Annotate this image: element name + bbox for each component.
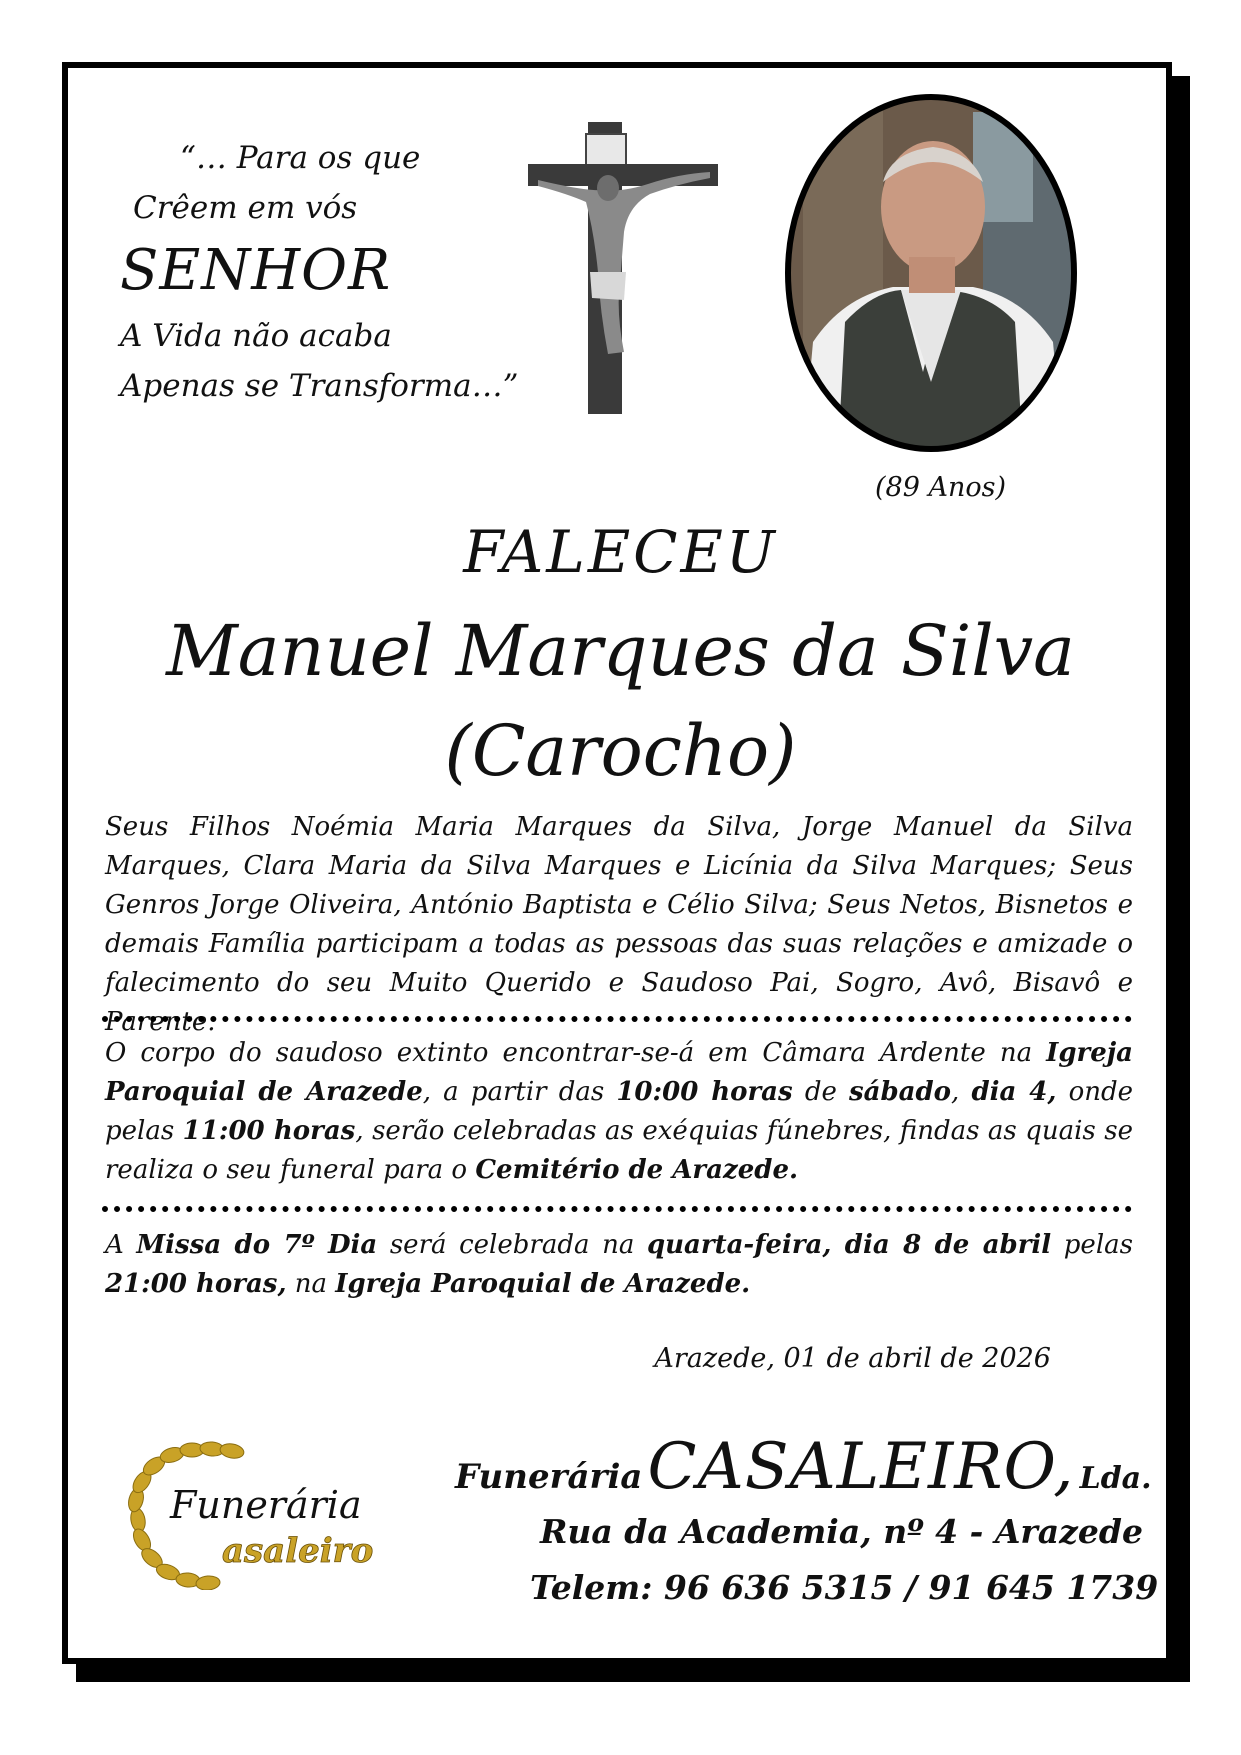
deceased-name: Manuel Marques da Silva — [166, 610, 1075, 692]
mass-paragraph: A Missa do 7º Dia será celebrada na quarta-feira, dia 8 de abril pelas 21:00 horas, na Igreja Paroquial de Arazede. — [105, 1230, 1133, 1299]
quote-line-2: Crêem em vós — [133, 190, 358, 226]
dotted-divider — [102, 1206, 1132, 1212]
portrait-photo — [783, 92, 1079, 454]
funeral-home-prefix: Funerária — [455, 1457, 643, 1497]
announcement-heading: FALECEU — [463, 518, 778, 586]
age-label: (89 Anos) — [875, 472, 1007, 503]
dotted-divider — [102, 1016, 1132, 1022]
quote-line-5: Apenas se Transforma…” — [120, 368, 519, 404]
funeral-home-brand: CASALEIRO, — [647, 1430, 1075, 1504]
funeral-home-address: Rua da Academia, nº 4 - Arazede — [540, 1512, 1143, 1551]
quote-line-3: SENHOR — [120, 238, 392, 303]
deceased-nickname: (Carocho) — [444, 710, 797, 792]
logo-line-1: Funerária — [170, 1483, 362, 1527]
logo-line-2: asaleiro — [222, 1531, 374, 1571]
funeral-home-phone: Telem: 96 636 5315 / 91 645 1739 — [530, 1568, 1159, 1607]
family-paragraph: Seus Filhos Noémia Maria Marques da Silva, Jorge Manuel da Silva Marques, Clara Maria da Silva Marques e Licínia da Silva Marques; Seus Genros Jorge Oliveira, António Baptista e Célio Silva; Seus Netos, Bisnetos e demais Família participam a todas as pessoas das suas relações e amizade o falecimento do seu Muito Querido e Saudoso Pai, Sogro, Avô, Bisavô e Parente. — [105, 812, 1133, 1037]
funeral-home-suffix: Lda. — [1079, 1461, 1152, 1496]
funeral-home-logo — [118, 1440, 418, 1590]
quote-line-4: A Vida não acaba — [120, 318, 392, 354]
funeral-paragraph: O corpo do saudoso extinto encontrar-se-á em Câmara Ardente na Igreja Paroquial de Arazede, a partir das 10:00 horas de sábado, dia 4, onde pelas 11:00 horas, serão celebradas as exéquias fúnebres, findas as quais se realiza o seu funeral para o Cemitério de Arazede. — [105, 1038, 1133, 1185]
funeral-home-name — [455, 1430, 1152, 1504]
crucifix-icon — [528, 122, 718, 414]
quote-line-1: “… Para os que — [180, 140, 421, 176]
date-line: Arazede, 01 de abril de 2026 — [654, 1343, 1051, 1374]
